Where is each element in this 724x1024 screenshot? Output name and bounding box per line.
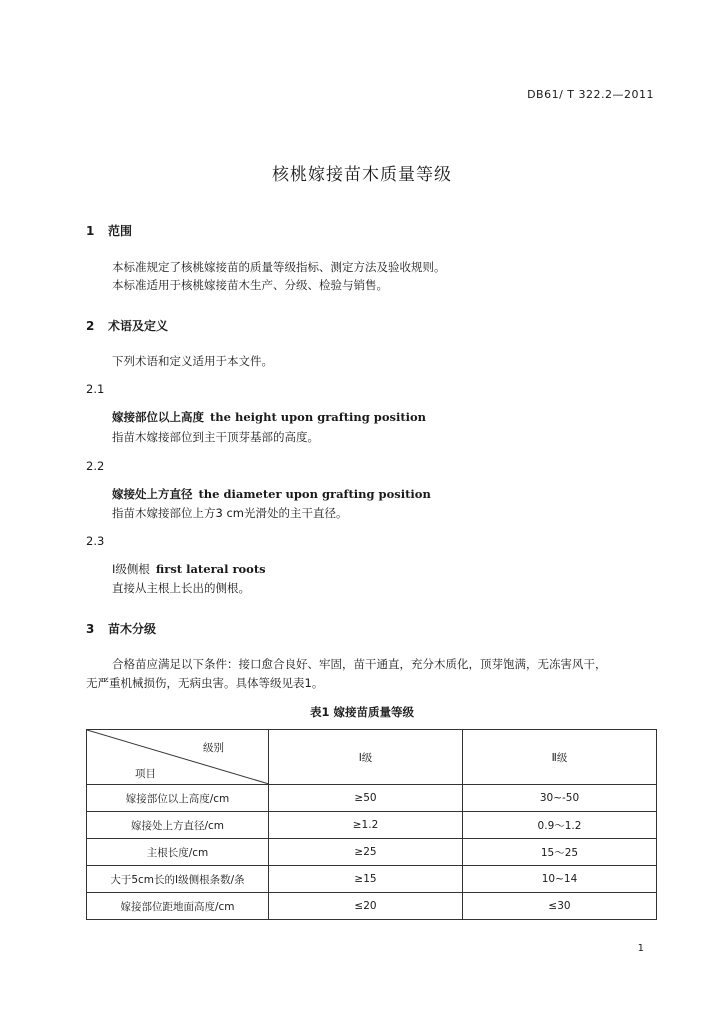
table-corner-cell: [87, 730, 269, 785]
row-grade-2: 30~-50: [463, 785, 657, 812]
section-2-title: 术语及定义: [108, 319, 169, 333]
term-2-2-zh: 嫁接处上方直径: [112, 487, 193, 501]
corner-item-label: 项目: [135, 768, 156, 780]
standard-number: DB61/ T 322.2—2011: [527, 88, 654, 101]
row-grade-1: ≤20: [269, 893, 463, 920]
section-1-title: 范围: [108, 224, 133, 238]
section-2-number: 2: [86, 319, 95, 333]
term-2-3-definition: 直接从主根上长出的侧根。: [112, 581, 250, 595]
section-1-heading: [86, 222, 132, 239]
section-3-heading: [86, 620, 156, 637]
term-2-2-number: 2.2: [86, 459, 105, 473]
row-item: 主根长度/cm: [87, 839, 269, 866]
term-2-3-zh: Ⅰ级侧根: [112, 562, 150, 576]
term-2-3-title: [112, 561, 266, 577]
table-row: [87, 812, 657, 839]
page-number: 1: [637, 943, 644, 954]
table-row: [87, 839, 657, 866]
table-header-row: [87, 730, 657, 785]
term-2-3-en: first lateral roots: [155, 562, 266, 576]
section-2-paragraph: 下列术语和定义适用于本文件。: [112, 354, 273, 368]
grade-table: [86, 729, 657, 920]
term-2-1-en: the height upon grafting position: [210, 410, 427, 424]
column-header-grade-1: Ⅰ级: [269, 730, 463, 785]
row-grade-2: 10~14: [463, 866, 657, 893]
row-grade-1: ≥15: [269, 866, 463, 893]
row-grade-2: ≤30: [463, 893, 657, 920]
table-row: [87, 785, 657, 812]
row-grade-2: 15～25: [463, 839, 657, 866]
section-1-paragraph-2: 本标准适用于核桃嫁接苗木生产、分级、检验与销售。: [112, 278, 388, 292]
section-3-number: 3: [86, 622, 95, 636]
column-header-grade-2: Ⅱ级: [463, 730, 657, 785]
section-3-paragraph-line-2: 无严重机械损伤，无病虫害。具体等级见表1。: [86, 676, 324, 690]
row-item: 大于5cm长的Ⅰ级侧根条数/条: [87, 866, 269, 893]
term-2-2-definition: 指苗木嫁接部位上方3 cm光滑处的主干直径。: [112, 506, 348, 520]
term-2-1-title: [112, 409, 426, 425]
row-item: 嫁接部位以上高度/cm: [87, 785, 269, 812]
term-2-1-number: 2.1: [86, 382, 105, 396]
corner-level-label: 级别: [203, 742, 224, 754]
section-1-number: 1: [86, 224, 95, 238]
term-2-2-title: [112, 486, 431, 502]
table-row: [87, 866, 657, 893]
diagonal-line: [87, 730, 269, 784]
term-2-2-en: the diameter upon grafting position: [198, 487, 431, 501]
table-caption: 表1 嫁接苗质量等级: [309, 705, 414, 719]
term-2-1-definition: 指苗木嫁接部位到主干顶芽基部的高度。: [112, 430, 319, 444]
row-item: 嫁接部位距地面高度/cm: [87, 893, 269, 920]
row-grade-1: ≥1.2: [269, 812, 463, 839]
document-title: 核桃嫁接苗木质量等级: [272, 165, 452, 185]
table-row: [87, 893, 657, 920]
term-2-3-number: 2.3: [86, 534, 105, 548]
row-grade-1: ≥25: [269, 839, 463, 866]
section-3-title: 苗木分级: [108, 622, 157, 636]
section-1-paragraph-1: 本标准规定了核桃嫁接苗的质量等级指标、测定方法及验收规则。: [112, 260, 446, 274]
row-grade-1: ≥50: [269, 785, 463, 812]
term-2-1-zh: 嫁接部位以上高度: [112, 410, 204, 424]
row-grade-2: 0.9～1.2: [463, 812, 657, 839]
section-2-heading: [86, 317, 168, 334]
row-item: 嫁接处上方直径/cm: [87, 812, 269, 839]
section-3-paragraph-line-1: 合格苗应满足以下条件：接口愈合良好、牢固，苗干通直，充分木质化，顶芽饱满，无冻害风干，: [112, 657, 607, 671]
